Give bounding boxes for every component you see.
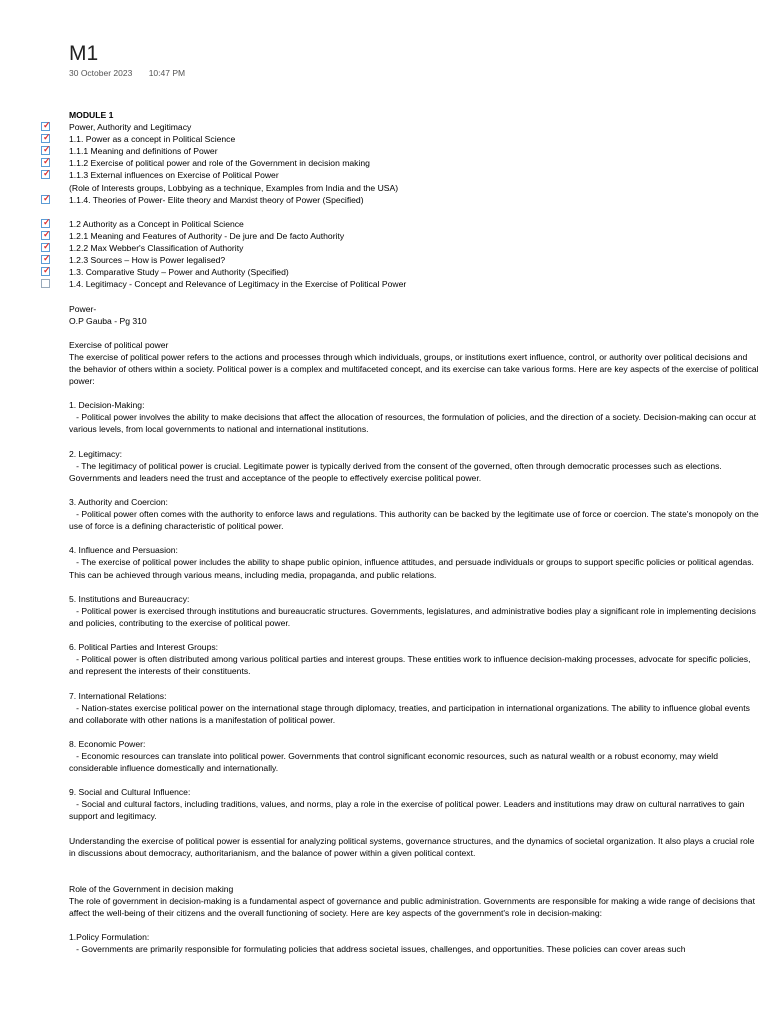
checked-checkbox[interactable] <box>41 146 50 155</box>
exercise-points <box>69 387 761 822</box>
checked-checkbox[interactable] <box>41 170 50 179</box>
point-title: 6. Political Parties and Interest Groups: <box>69 642 219 653</box>
point-title: 5. Institutions and Bureaucracy: <box>69 593 190 604</box>
outline-item <box>43 192 761 206</box>
outline-item-label: 1.4. Legitimacy - Concept and Relevance of Legitimacy in the Exercise of Political Power <box>69 279 407 290</box>
outline-item <box>43 144 761 157</box>
point-body: - Political power is exercised through institutions and bureaucratic structures. Governments, legislatures, and administrative bodies play a significant role in implementing decisions and policies, contributing to the exercise of political power. <box>69 605 759 628</box>
checked-checkbox[interactable] <box>41 243 50 252</box>
point-body: - Political power involves the ability to make decisions that affect the allocation of resources, the formulation of policies, and the direction of a society. Decision-making can occur at various levels, from local governments to national and international institutions. <box>69 412 759 435</box>
government-intro: The role of government in decision-making is a fundamental aspect of governance and public administration. Governments are responsible for making a wide range of decisions that affect the well-being of their citizens and the overall functioning of society. Here are key aspects of the government's role in decision-making: <box>69 896 755 919</box>
point-body: - Political power often comes with the authority to enforce laws and regulations. This authority can be backed by the legitimate use of force or coercion. The state's monopoly on the use of force is a defining characteristic of political power. <box>69 509 762 532</box>
outline-item <box>43 228 761 242</box>
outline-item <box>43 241 761 254</box>
outline-item-label: 1.2.2 Max Webber's Classification of Authority <box>69 243 244 254</box>
government-heading: Role of the Government in decision making <box>69 884 234 894</box>
reference-label: Power- <box>69 303 97 314</box>
checked-checkbox[interactable] <box>41 228 51 240</box>
outline-item-label: 1.2.3 Sources – How is Power legalised? <box>69 255 226 266</box>
outline-item-label: 1.1. Power as a concept in Political Science <box>69 134 236 145</box>
point-title: 3. Authority and Coercion: <box>69 497 168 507</box>
module-heading: MODULE 1 <box>69 110 114 120</box>
checked-checkbox[interactable] <box>41 158 50 167</box>
page-time: 10:47 PM <box>148 68 186 78</box>
outline-item-label: Power, Authority and Legitimacy <box>69 122 192 133</box>
reference-source: O.P Gauba - Pg 310 <box>69 315 147 326</box>
point-body: - Economic resources can translate into political power. Governments that control significant economic resources, such as natural wealth or a robust economy, may wield considerable influence domestically and internationally. <box>69 750 721 774</box>
outline-item <box>43 156 761 169</box>
checked-checkbox[interactable] <box>41 122 50 131</box>
outline-item <box>43 168 761 181</box>
outline-item <box>43 120 761 133</box>
check-icon: ✓ <box>43 132 51 143</box>
outline-item-label: 1.1.2 Exercise of political power and role of the Government in decision making <box>69 158 370 169</box>
outline-item-label: 1.1.4. Theories of Power- Elite theory and Marxist theory of Power (Specified) <box>69 194 364 205</box>
check-icon: ✓ <box>43 241 51 252</box>
point-title: 7. International Relations: <box>69 690 167 701</box>
outline-item <box>43 216 761 230</box>
point-body: - The exercise of political power includes the ability to shape public opinion, influence attitudes, and persuade individuals or groups to support specific policies or political agendas. This can be achieved through various means, including media, propaganda, and public relations. <box>69 557 757 580</box>
check-icon: ✓ <box>43 192 51 203</box>
outline-item-label: 1.2.1 Meaning and Features of Authority - De jure and De facto Authority <box>69 230 345 241</box>
page-date: 30 October 2023 <box>69 68 133 78</box>
outline-item-label: (Role of Interests groups, Lobbying as a technique, Examples from India and the USA) <box>69 182 399 193</box>
exercise-heading: Exercise of political power <box>69 339 169 350</box>
exercise-intro: The exercise of political power refers to the actions and processes through which individuals, groups, or institutions exert influence, control, or authority over political decisions and the behavior of others within a society. Political power is a complex and multifaceted concept, and its exercise can take various forms. Here are key aspects of the exercise of political power: <box>69 351 759 387</box>
outline-item <box>69 182 761 194</box>
check-icon: ✓ <box>43 265 51 276</box>
policy-formulation-title: 1.Policy Formulation: <box>69 932 150 943</box>
point-title: 1. Decision-Making: <box>69 400 145 411</box>
check-icon: ✓ <box>43 216 51 227</box>
point-title: 9. Social and Cultural Influence: <box>69 787 191 798</box>
check-icon: ✓ <box>43 168 51 179</box>
point-body: - Political power is often distributed among various political parties and interest groups. These entities work to influence decision-making processes, advocate for specific policies, and represent the interests of their constituents. <box>69 654 753 677</box>
point-title: 4. Influence and Persuasion: <box>69 545 178 556</box>
point-body: - Nation-states exercise political power on the international stage through diplomacy, treaties, and participation in international organizations. The ability to influence global events and collaborate with other nations is a manifestation of political power. <box>69 702 753 725</box>
checked-checkbox[interactable] <box>41 216 51 228</box>
outline-item-label: 1.2 Authority as a Concept in Political Science <box>69 218 244 229</box>
checked-checkbox[interactable] <box>41 267 50 276</box>
outline-item <box>43 132 761 145</box>
checked-checkbox[interactable] <box>41 255 50 264</box>
checked-checkbox[interactable] <box>41 192 51 204</box>
outline-item-label: 1.3. Comparative Study – Power and Authority (Specified) <box>69 267 289 278</box>
outline-item-label: 1.1.1 Meaning and definitions of Power <box>69 146 218 157</box>
page-timestamp <box>69 68 185 78</box>
outline-item <box>43 265 761 278</box>
outline-item <box>69 278 761 290</box>
checked-checkbox[interactable] <box>41 134 50 143</box>
unchecked-checkbox[interactable] <box>41 279 50 288</box>
policy-formulation-body: - Governments are primarily responsible for formulating policies that address societal issues, challenges, and opportunities. These policies can cover areas such <box>69 944 686 955</box>
outline-item <box>69 206 761 218</box>
point-body: - Social and cultural factors, including traditions, values, and norms, play a role in the exercise of political power. Leaders and institutions may draw on cultural narratives to gain support and legitimacy. <box>69 799 747 822</box>
check-icon: ✓ <box>43 228 51 239</box>
check-icon: ✓ <box>43 156 51 167</box>
note-body <box>43 109 762 956</box>
check-icon: ✓ <box>43 120 51 131</box>
page-title: M1 <box>69 42 99 65</box>
point-title: 2. Legitimacy: <box>69 448 123 459</box>
check-icon: ✓ <box>43 253 51 264</box>
check-icon: ✓ <box>43 144 51 155</box>
point-title: 8. Economic Power: <box>69 738 146 749</box>
outline-item <box>43 253 761 266</box>
exercise-conclusion: Understanding the exercise of political power is essential for analyzing political systems, governance structures, and the dynamics of societal organization. It also plays a crucial role in discussions about democracy, authoritarianism, and the balance of power within a given political context. <box>69 835 755 858</box>
point-body: - The legitimacy of political power is crucial. Legitimate power is typically derived from the consent of the governed, often through democratic processes such as elections. Governments and leaders need the trust and acceptance of the people to effectively exercise political power. <box>69 460 725 483</box>
module-outline <box>43 120 761 290</box>
outline-item-label: 1.1.3 External influences on Exercise of Political Power <box>69 170 279 181</box>
